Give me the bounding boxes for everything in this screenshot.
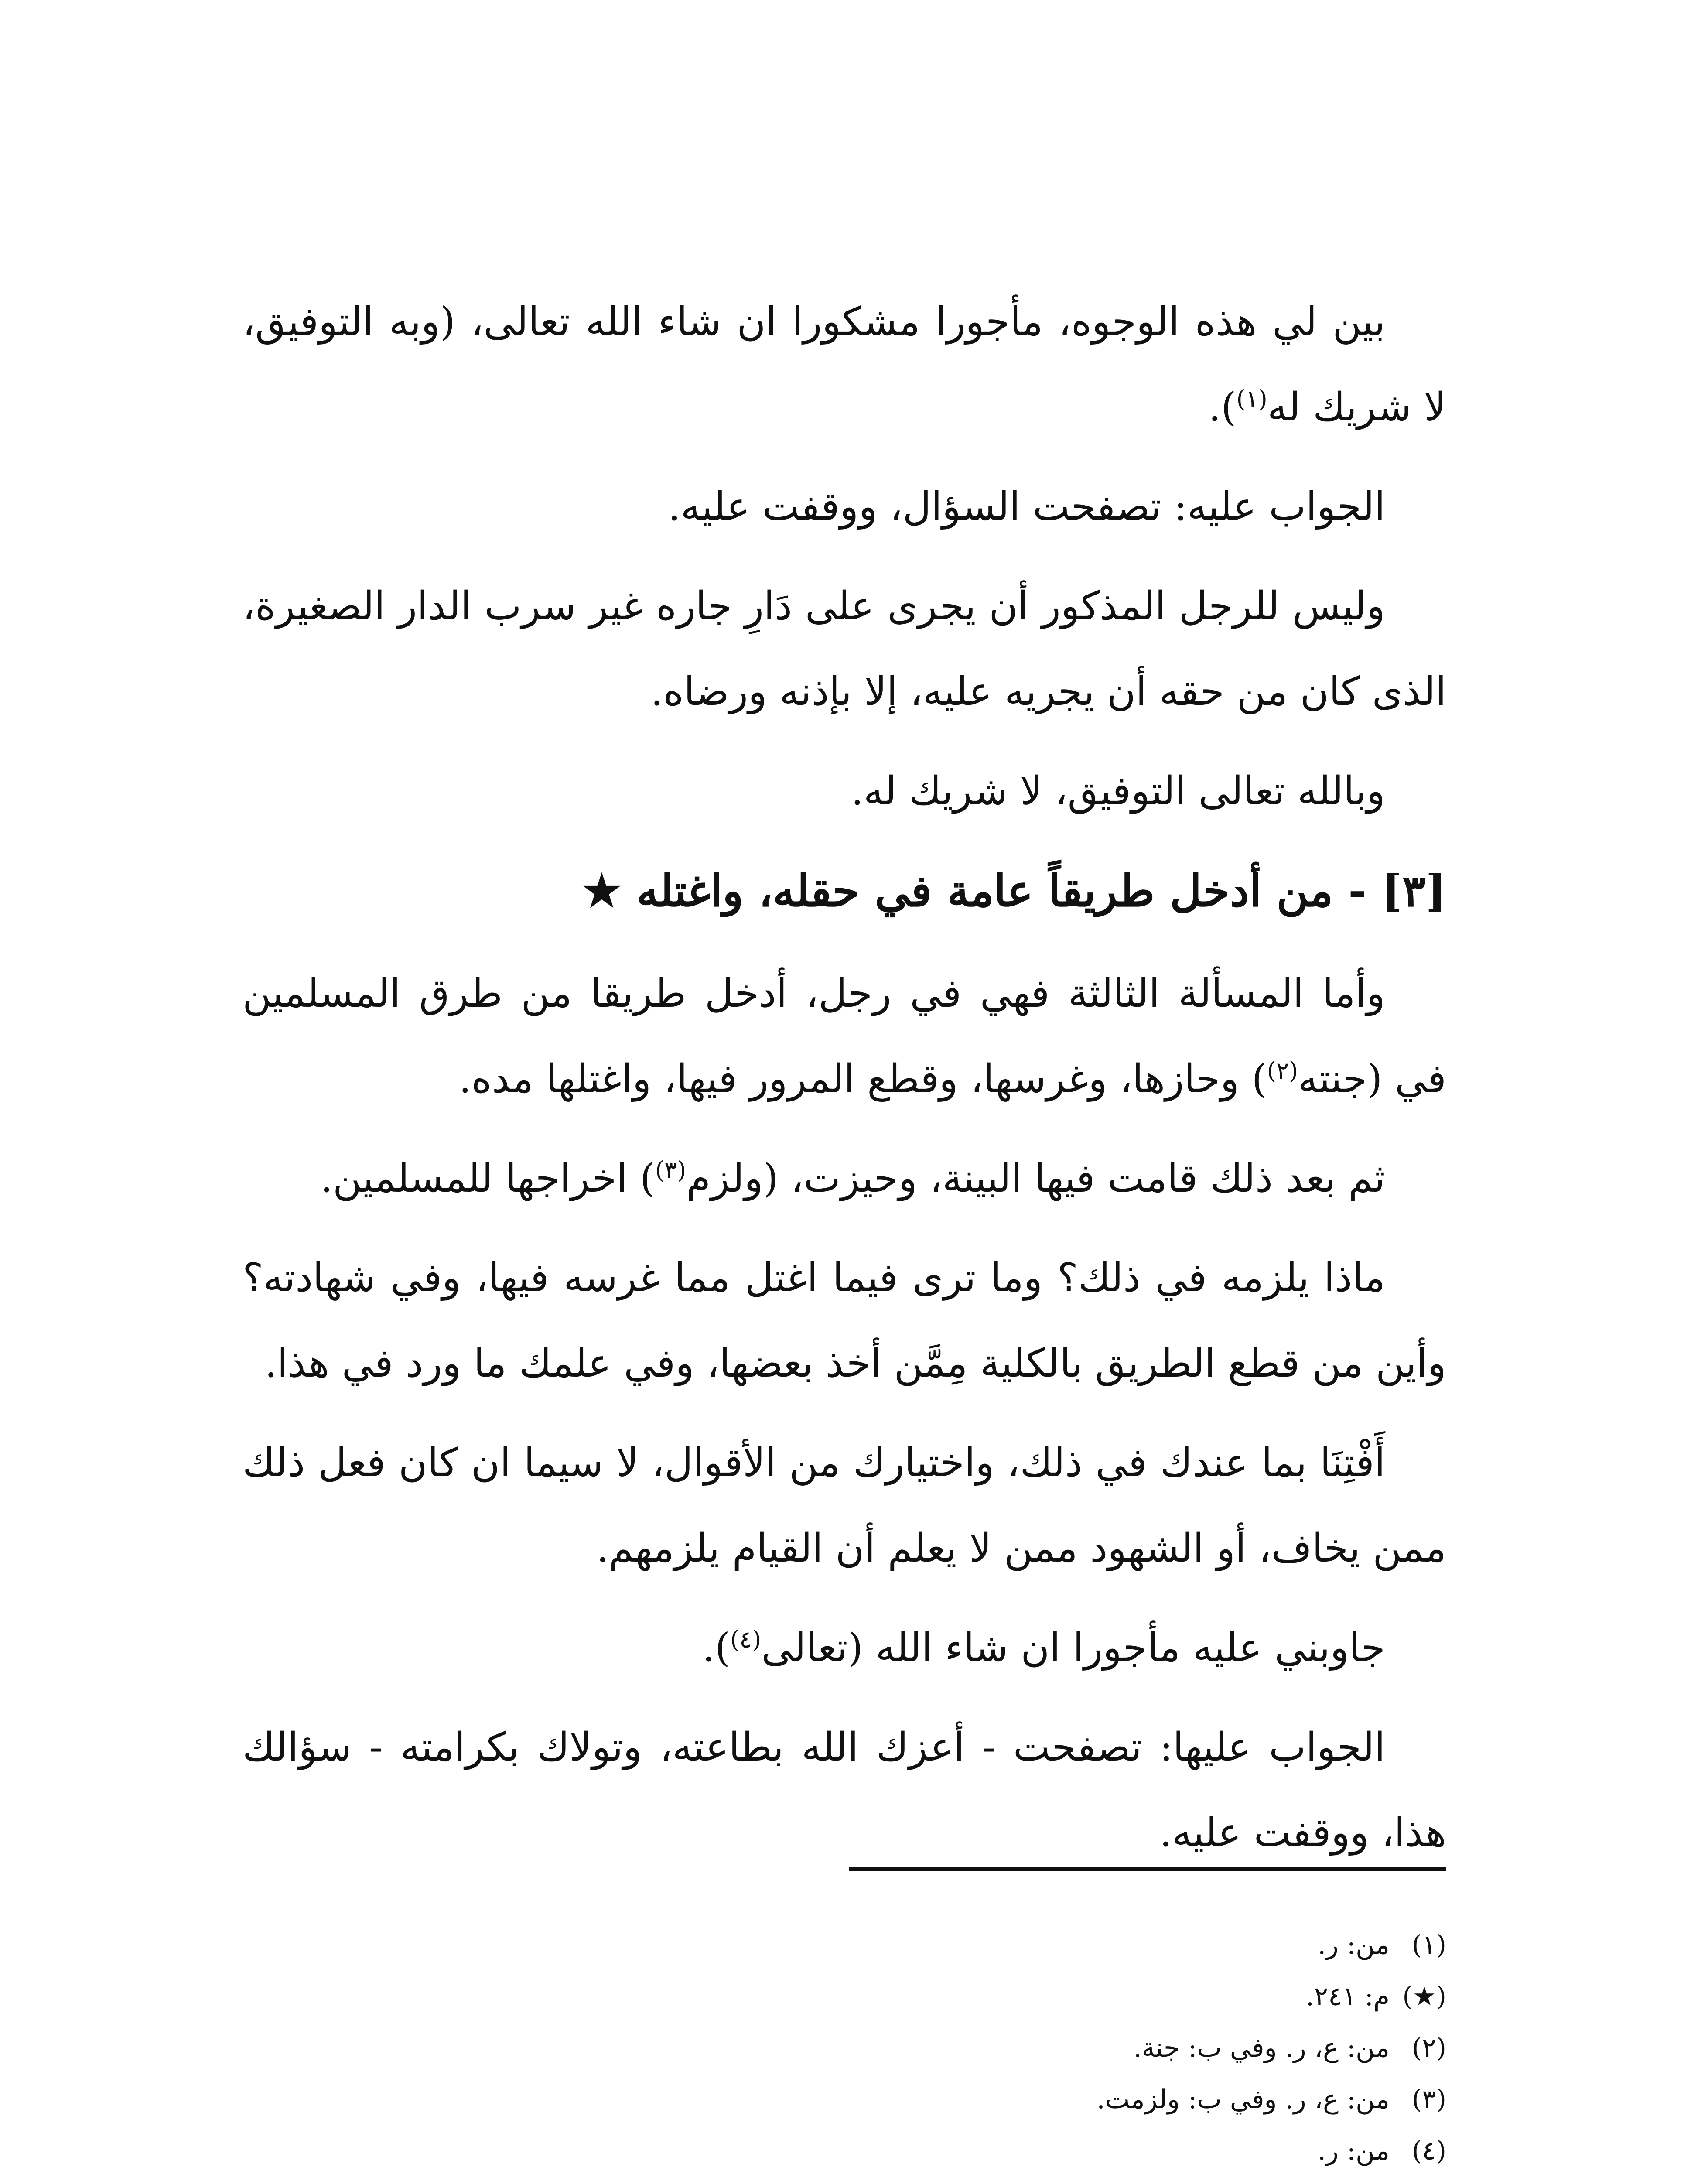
footnote-mark: (٤) (1411, 2136, 1446, 2166)
paragraph-answer-intro (243, 464, 1446, 550)
paragraph-question-3 (243, 951, 1446, 1122)
footnote-item (243, 1919, 1446, 1971)
footnote-reference: (٤) (730, 1626, 762, 1653)
footnote-text: من: ع، ر. وفي ب: ولزمت. (1097, 2084, 1390, 2115)
footnote-item (243, 2074, 1446, 2125)
footnote-reference: (١) (1236, 385, 1267, 413)
paragraph-fatwa-request (243, 1420, 1446, 1591)
paragraph-text-tail: ). (702, 1625, 731, 1671)
footnote-item (243, 2022, 1446, 2074)
paragraph-text: وأما المسألة الثالثة فهي في رجل، أدخل طريقا من طرق المسلمين في (جنته (243, 971, 1446, 1102)
paragraph-text: وبالله تعالى التوفيق، لا شريك له. (851, 768, 1385, 814)
paragraph-answer-body (243, 564, 1446, 735)
footnote-item (243, 2125, 1446, 2177)
paragraph-text: بين لي هذه الوجوه، مأجورا مشكورا ان شاء الله تعالى، (وبه التوفيق، لا شريك له (243, 299, 1446, 430)
paragraph-text-tail: ). (1208, 384, 1237, 430)
footnotes (243, 1919, 1446, 2177)
section-heading: [٣] - من أدخل طريقاً عامة في حقله، واغتله ★ (582, 865, 1446, 916)
paragraph-text-tail: ) وحازها، وغرسها، وقطع المرور فيها، واغتلها مده. (459, 1056, 1267, 1102)
footnote-divider (849, 1867, 1446, 1871)
footnote-reference: (٣) (655, 1156, 687, 1184)
footnote-text: من: ر. (1317, 2136, 1390, 2166)
main-text (243, 279, 1446, 1890)
footnote-mark: (٢) (1411, 2033, 1446, 2063)
paragraph-text: وليس للرجل المذكور أن يجرى على دَارِ جاره غير سرب الدار الصغيرة، الذى كان من حقه أن يجريه عليه، إلا بإذنه ورضاه. (243, 583, 1446, 714)
paragraph-reply-request (243, 1605, 1446, 1691)
paragraph-text: ثم بعد ذلك قامت فيها البينة، وحيزت، (ولزم (686, 1155, 1385, 1201)
paragraph-text: الجواب عليه: تصفحت السؤال، ووقفت عليه. (668, 484, 1385, 530)
paragraph-text: أَفْتِنَا بما عندك في ذلك، واختيارك من الأقوال، لا سيما ان كان فعل ذلك ممن يخاف، أو الشهود ممن لا يعلم أن القيام يلزمهم. (243, 1440, 1446, 1571)
footnote-text: من: ر. (1317, 1930, 1390, 1960)
paragraph-question-end (243, 279, 1446, 450)
footnote-text: م: ٢٤١. (1305, 1981, 1390, 2012)
paragraph-evidence (243, 1136, 1446, 1221)
footnote-mark: (١) (1411, 1930, 1446, 1960)
paragraph-text: جاوبني عليه مأجورا ان شاء الله (تعالى (761, 1625, 1385, 1671)
footnote-item (243, 1971, 1446, 2022)
paragraph-inquiry (243, 1235, 1446, 1406)
paragraph-text-tail: ) اخراجها للمسلمين. (320, 1155, 656, 1201)
footnote-text: من: ع، ر. وفي ب: جنة. (1133, 2033, 1390, 2063)
footnote-mark: (★) (1402, 1981, 1446, 2012)
paragraph-text: ماذا يلزمه في ذلك؟ وما ترى فيما اغتل مما غرسه فيها، وفي شهادته؟ وأين من قطع الطريق بالكلية مِمَّن أخذ بعضها، وفي علمك ما ورد في هذا. (243, 1255, 1446, 1386)
paragraph-answer-3 (243, 1705, 1446, 1876)
paragraph-closing (243, 749, 1446, 834)
paragraph-text: الجواب عليها: تصفحت - أعزك الله بطاعته، وتولاك بكرامته - سؤالك هذا، ووقفت عليه. (243, 1724, 1446, 1856)
footnote-reference: (٢) (1267, 1057, 1298, 1084)
footnote-mark: (٣) (1411, 2084, 1446, 2115)
